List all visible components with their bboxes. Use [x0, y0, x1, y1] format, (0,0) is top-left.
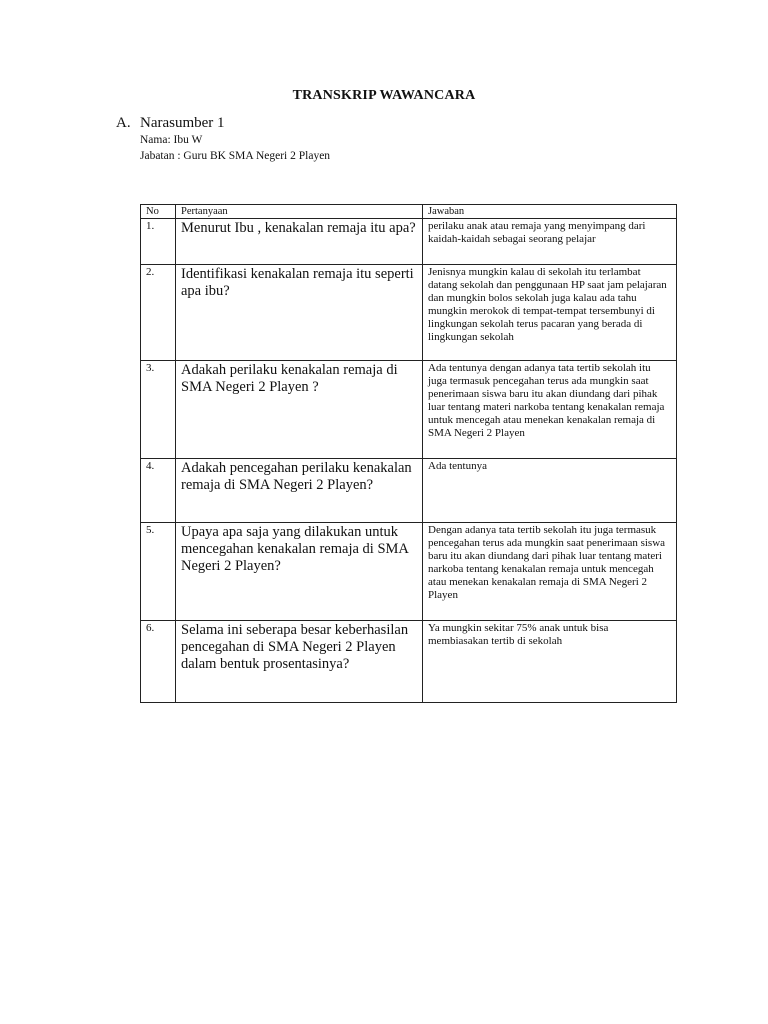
interview-table [140, 204, 677, 703]
header-no: No [141, 205, 176, 219]
table-row [141, 361, 677, 459]
answer-cell: Jenisnya mungkin kalau di sekolah itu terlambat datang sekolah dan penggunaan HP saat jam pelajaran dan mungkin bolos sekolah juga kalau ada tahu mungkin merokok di tempat-tempat tersembunyi di lingkungan sekolah terus pacaran yang berada di lingkungan sekolah [423, 265, 677, 361]
question-cell: Adakah pencegahan perilaku kenakalan remaja di SMA Negeri 2 Playen? [176, 459, 423, 523]
row-number: 2. [141, 265, 176, 361]
document-title: TRANSKRIP WAWANCARA [292, 88, 476, 103]
answer-cell: perilaku anak atau remaja yang menyimpang dari kaidah-kaidah sebagai seorang pelajar [423, 219, 677, 265]
section-label: Narasumber 1 [140, 115, 225, 131]
row-number: 6. [141, 621, 176, 703]
table-row [141, 219, 677, 265]
row-number: 1. [141, 219, 176, 265]
question-cell: Adakah perilaku kenakalan remaja di SMA Negeri 2 Playen ? [176, 361, 423, 459]
table-row [141, 265, 677, 361]
table-row [141, 459, 677, 523]
answer-cell: Ya mungkin sekitar 75% anak untuk bisa membiasakan tertib di sekolah [423, 621, 677, 703]
informant-name: Nama: Ibu W [140, 134, 203, 146]
question-cell: Selama ini seberapa besar keberhasilan pencegahan di SMA Negeri 2 Playen dalam bentuk prosentasinya? [176, 621, 423, 703]
row-number: 5. [141, 523, 176, 621]
table-header-row [141, 205, 677, 219]
table-row [141, 621, 677, 703]
answer-cell: Ada tentunya [423, 459, 677, 523]
question-cell: Identifikasi kenakalan remaja itu seperti apa ibu? [176, 265, 423, 361]
header-question: Pertanyaan [176, 205, 423, 219]
question-cell: Menurut Ibu , kenakalan remaja itu apa? [176, 219, 423, 265]
question-cell: Upaya apa saja yang dilakukan untuk mencegahan kenakalan remaja di SMA Negeri 2 Playen? [176, 523, 423, 621]
row-number: 4. [141, 459, 176, 523]
informant-position: Jabatan : Guru BK SMA Negeri 2 Playen [140, 150, 331, 162]
answer-cell: Ada tentunya dengan adanya tata tertib sekolah itu juga termasuk pencegahan terus ada mungkin saat penerimaan siswa baru itu akan diundang dari pihak luar tentang materi narkoba tentang kenakalan remaja untuk mencegah atau menekan kenakalan remaja di SMA Negeri 2 Playen [423, 361, 677, 459]
section-heading [116, 115, 225, 132]
header-answer: Jawaban [423, 205, 677, 219]
table-row [141, 523, 677, 621]
row-number: 3. [141, 361, 176, 459]
answer-cell: Dengan adanya tata tertib sekolah itu juga termasuk pencegahan terus ada mungkin saat penerimaan siswa baru itu akan diundang dari pihak luar tentang materi narkoba tentang kenakalan remaja untuk mencegah atau menekan kenakalan remaja di SMA Negeri 2 Playen [423, 523, 677, 621]
section-letter: A. [116, 115, 131, 131]
